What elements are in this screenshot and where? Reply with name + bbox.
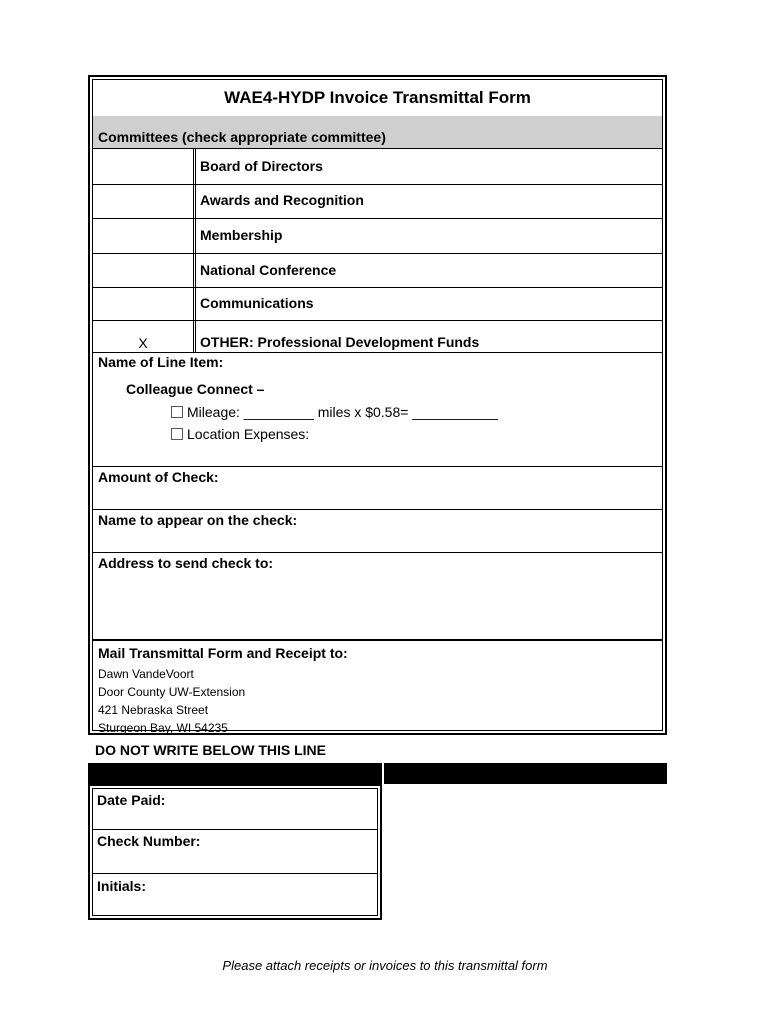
- committee-row[interactable]: [93, 287, 662, 321]
- committee-check-cell[interactable]: [93, 184, 193, 218]
- committee-label: National Conference: [200, 262, 337, 278]
- office-header-bar-left: [88, 763, 382, 784]
- line-item-section[interactable]: [93, 352, 662, 467]
- amount-section[interactable]: [93, 466, 662, 510]
- committee-check-cell[interactable]: [93, 287, 193, 320]
- checkbox-icon[interactable]: [171, 406, 183, 418]
- mail-line: Dawn VandeVoort: [98, 667, 194, 681]
- committee-row[interactable]: [93, 150, 662, 185]
- committee-row[interactable]: [93, 184, 662, 219]
- date-paid-row[interactable]: [93, 789, 377, 830]
- mail-section: [93, 642, 662, 734]
- payee-name-label: Name to appear on the check:: [98, 512, 298, 528]
- transmittal-form: [88, 75, 667, 735]
- date-paid-label: Date Paid:: [97, 792, 166, 808]
- committee-label: Board of Directors: [200, 158, 323, 174]
- check-number-row[interactable]: [93, 829, 377, 874]
- committee-label: Membership: [200, 227, 283, 243]
- committee-check-cell[interactable]: X: [138, 335, 148, 351]
- office-use-box: [88, 784, 382, 920]
- committee-label: Communications: [200, 295, 314, 311]
- line-item-label: Name of Line Item:: [98, 354, 224, 370]
- footer-note: Please attach receipts or invoices to this transmittal form: [222, 958, 548, 973]
- location-expenses-text: Location Expenses:: [187, 426, 310, 442]
- initials-label: Initials:: [97, 878, 147, 894]
- address-label: Address to send check to:: [98, 555, 274, 571]
- payee-name-section[interactable]: [93, 509, 662, 553]
- mileage-text: Mileage: _________ miles x $0.58= ___________: [187, 404, 498, 420]
- office-use-inner-frame: [92, 788, 378, 916]
- committee-row[interactable]: [93, 253, 662, 288]
- committee-column-divider: [193, 149, 196, 352]
- committees-header: Committees (check appropriate committee): [93, 116, 662, 149]
- committee-check-cell[interactable]: [93, 253, 193, 287]
- checkbox-icon[interactable]: [171, 428, 183, 440]
- amount-label: Amount of Check:: [98, 469, 219, 485]
- do-not-write-label: DO NOT WRITE BELOW THIS LINE: [95, 742, 326, 758]
- address-section[interactable]: [93, 552, 662, 641]
- committee-check-cell[interactable]: [93, 218, 193, 253]
- initials-row[interactable]: [93, 873, 377, 917]
- location-expenses-line[interactable]: [171, 426, 309, 442]
- mail-address: [98, 665, 245, 737]
- mail-line: 421 Nebraska Street: [98, 703, 209, 717]
- form-title: WAE4-HYDP Invoice Transmittal Form: [93, 80, 662, 117]
- committee-label: OTHER: Professional Development Funds: [200, 334, 480, 350]
- mail-line: Sturgeon Bay, WI 54235: [98, 721, 228, 735]
- committee-label: Awards and Recognition: [200, 192, 364, 208]
- mail-line: Door County UW-Extension: [98, 685, 246, 699]
- committee-check-cell[interactable]: [93, 150, 193, 184]
- form-inner-frame: [92, 79, 663, 735]
- committee-row[interactable]: [93, 320, 662, 353]
- office-header-bar-right: [384, 763, 667, 784]
- mail-label: Mail Transmittal Form and Receipt to:: [98, 645, 348, 661]
- mileage-line[interactable]: [171, 404, 498, 420]
- committee-row[interactable]: [93, 218, 662, 254]
- check-number-label: Check Number:: [97, 833, 201, 849]
- colleague-connect-label: Colleague Connect –: [126, 381, 265, 397]
